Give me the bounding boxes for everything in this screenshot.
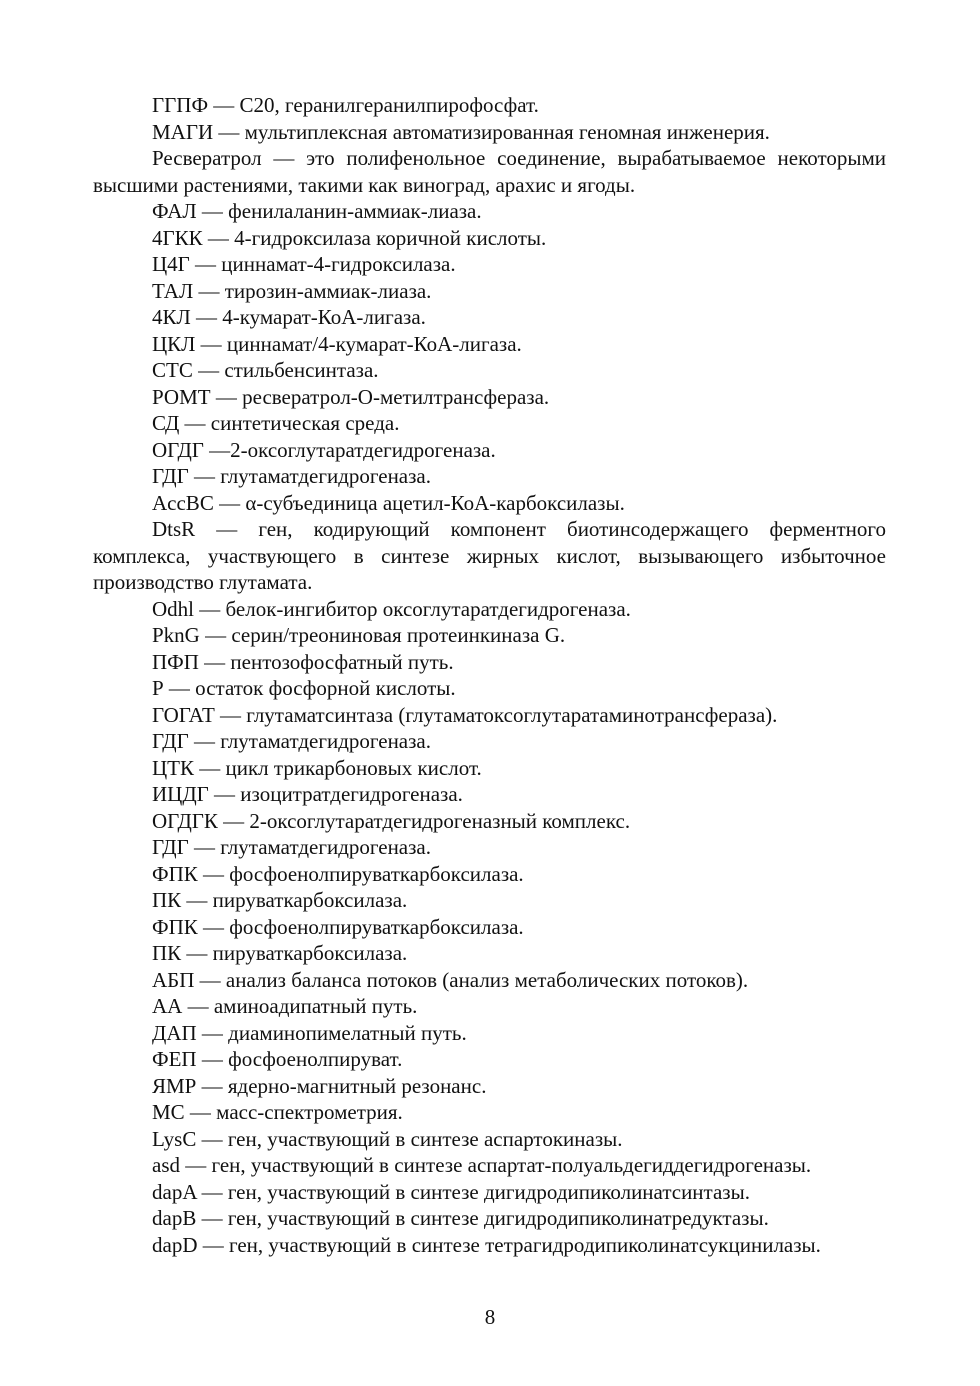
- abbreviation-entry: ОГДГ —2-оксоглутаратдегидрогеназа.: [152, 437, 496, 462]
- abbreviation-entry: ПК — пируваткарбоксилаза.: [152, 888, 408, 912]
- abbreviation-entry: МС — масс-спектрометрия.: [152, 1100, 403, 1124]
- abbreviation-entry: АБП — анализ баланса потоков (анализ метаболических потоков).: [152, 967, 749, 992]
- abbreviation-entry: dapA — ген, участвующий в синтезе дигидродипиколинатсинтазы.: [152, 1179, 750, 1204]
- abbreviation-list: [93, 92, 886, 1258]
- abbreviation-entry: AccBC — α-субъединица ацетил-КоА-карбоксилазы.: [152, 490, 625, 515]
- abbreviation-entry: LysC — ген, участвующий в синтезе аспартокиназы.: [152, 1126, 623, 1151]
- abbreviation-entry: АА — аминоадипатный путь.: [152, 994, 418, 1018]
- abbreviation-entry: PknG — серин/треониновая протеинкиназа G.: [152, 623, 566, 647]
- abbreviation-entry: DtsR — ген, кодирующий компонент биотинсодержащего ферментного комплекса, участвующего в синтезе жирных кислот, вызывающего избыточное производство глутамата.: [93, 517, 886, 594]
- abbreviation-entry: ФПК — фосфоенолпируваткарбоксилаза.: [152, 861, 524, 886]
- page-number: 8: [484, 1305, 496, 1329]
- abbreviation-entry: ГОГАТ — глутаматсинтаза (глутаматоксоглутаратаминотрансфераза).: [152, 702, 778, 727]
- abbreviation-entry: 4КЛ — 4-кумарат-КоА-лигаза.: [152, 305, 426, 329]
- abbreviation-entry: ГДГ — глутаматдегидрогеназа.: [152, 464, 431, 488]
- abbreviation-entry: asd — ген, участвующий в синтезе аспартат-полуальдегиддегидрогеназы.: [152, 1153, 812, 1177]
- abbreviation-entry: Ц4Г — циннамат-4-гидроксилаза.: [152, 252, 456, 276]
- abbreviation-entry: Р — остаток фосфорной кислоты.: [152, 676, 456, 700]
- abbreviation-entry: ГГПФ — С20, геранилгеранилпирофосфат.: [152, 93, 539, 117]
- abbreviation-entry: ГДГ — глутаматдегидрогеназа.: [152, 729, 431, 753]
- abbreviation-entry: ФЕП — фосфоенолпируват.: [152, 1047, 403, 1071]
- abbreviation-entry: РОМТ — ресвератрол-О-метилтрансфераза.: [152, 384, 550, 409]
- abbreviation-entry: ЦТК — цикл трикарбоновых кислот.: [152, 755, 482, 780]
- abbreviation-entry: ПК — пируваткарбоксилаза.: [152, 941, 408, 965]
- abbreviation-entry: ИЦДГ — изоцитратдегидрогеназа.: [152, 782, 463, 806]
- abbreviation-entry: ФПК — фосфоенолпируваткарбоксилаза.: [152, 914, 524, 939]
- abbreviation-entry: 4ГКК — 4-гидроксилаза коричной кислоты.: [152, 225, 547, 250]
- abbreviation-entry: ПФП — пентозофосфатный путь.: [152, 649, 454, 674]
- abbreviation-entry: ОГДГК — 2-оксоглутаратдегидрогеназный комплекс.: [152, 808, 631, 833]
- abbreviation-entry: Ресвератрол — это полифенольное соединение, вырабатываемое некоторыми высшими растениями, такими как виноград, арахис и ягоды.: [93, 146, 886, 197]
- abbreviation-entry: dapB — ген, участвующий в синтезе дигидродипиколинатредуктазы.: [152, 1206, 769, 1230]
- abbreviation-entry: МАГИ — мультиплексная автоматизированная геномная инженерия.: [152, 119, 770, 144]
- abbreviation-entry: СД — синтетическая среда.: [152, 411, 400, 435]
- abbreviation-entry: ЯМР — ядерно-магнитный резонанс.: [152, 1073, 487, 1098]
- abbreviation-entry: ФАЛ — фенилаланин-аммиак-лиаза.: [152, 199, 482, 223]
- abbreviation-entry: ГДГ — глутаматдегидрогеназа.: [152, 835, 431, 859]
- abbreviation-entry: СТС — стильбенсинтаза.: [152, 358, 379, 382]
- abbreviation-entry: Odhl — белок-ингибитор оксоглутаратдегидрогеназа.: [152, 596, 631, 621]
- abbreviation-entry: dapD — ген, участвующий в синтезе тетрагидродипиколинатсукцинилазы.: [152, 1232, 821, 1257]
- abbreviation-entry: ЦКЛ — циннамат/4-кумарат-КоА-лигаза.: [152, 331, 522, 356]
- abbreviation-entry: ДАП — диаминопимелатный путь.: [152, 1020, 467, 1045]
- abbreviation-entry: ТАЛ — тирозин-аммиак-лиаза.: [152, 278, 432, 303]
